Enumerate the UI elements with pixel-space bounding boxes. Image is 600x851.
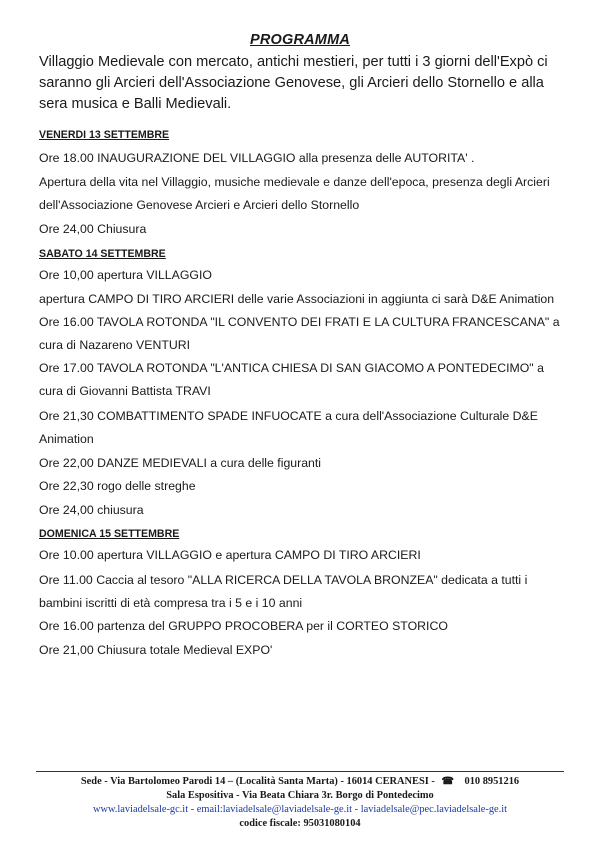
schedule-line: dell'Associazione Genovese Arcieri e Arcieri dello Stornello	[39, 198, 360, 212]
footer-email-link[interactable]: email:laviadelsale@laviadelsale-ge.it	[196, 804, 353, 815]
day-heading-sunday: DOMENICA 15 SETTEMBRE	[39, 528, 180, 540]
schedule-line: Ore 18.00 INAUGURAZIONE DEL VILLAGGIO alla presenza delle AUTORITA' .	[39, 151, 475, 165]
footer-sede: Sede - Via Bartolomeo Parodi 14 – (Località Santa Marta) - 16014 CERANESI -	[80, 776, 435, 787]
intro-paragraph: Villaggio Medievale con mercato, antichi mestieri, per tutti i 3 giorni dell'Expò ci saranno gli Arcieri dell'Associazione Genovese, gli Arcieri dello Stornello e alla sera musica e Balli Medievali.	[39, 54, 548, 112]
telephone-icon: ☎	[441, 776, 454, 787]
document-title: PROGRAMMA	[249, 32, 351, 48]
schedule-line: Apertura della vita nel Villaggio, musiche medievale e danze dell'epoca, presenza degli Arcieri	[39, 175, 550, 189]
schedule-line: Ore 10,00 apertura VILLAGGIO	[39, 268, 212, 282]
schedule-line: Ore 16.00 TAVOLA ROTONDA "IL CONVENTO DEI FRATI E LA CULTURA FRANCESCANA" a	[39, 315, 560, 329]
schedule-line: Ore 24,00 Chiusura	[39, 222, 147, 236]
schedule-line: Ore 10.00 apertura VILLAGGIO e apertura CAMPO DI TIRO ARCIERI	[39, 548, 421, 562]
schedule-line: cura di Nazareno VENTURI	[39, 338, 191, 352]
schedule-line: apertura CAMPO DI TIRO ARCIERI delle varie Associazioni in aggiunta ci sarà D&E Animation	[39, 292, 555, 306]
schedule-line: Ore 21,00 Chiusura totale Medieval EXPO'	[39, 643, 273, 657]
footer-sala: Sala Espositiva - Via Beata Chiara 3r. Borgo di Pontedecimo	[166, 790, 434, 801]
schedule-line: Ore 24,00 chiusura	[39, 503, 144, 517]
footer-divider	[36, 771, 564, 772]
day-heading-friday: VENERDI 13 SETTEMBRE	[39, 129, 170, 141]
schedule-line: Ore 11.00 Caccia al tesoro "ALLA RICERCA DELLA TAVOLA BRONZEA" dedicata a tutti i	[39, 573, 528, 587]
footer-contacts: www.laviadelsale-gc.it - email:laviadelsale@laviadelsale-ge.it - laviadelsale@pec.laviadelsale-ge.it	[92, 804, 508, 815]
footer-phone: 010 8951216	[464, 776, 520, 787]
schedule-line: cura di Giovanni Battista TRAVI	[39, 384, 211, 398]
schedule-line: Animation	[39, 432, 94, 446]
day-heading-saturday: SABATO 14 SETTEMBRE	[39, 248, 166, 260]
schedule-line: Ore 22,00 DANZE MEDIEVALI a cura delle figuranti	[39, 456, 322, 470]
schedule-line: Ore 22,30 rogo delle streghe	[39, 479, 196, 493]
footer-pec-link[interactable]: laviadelsale@pec.laviadelsale-ge.it	[360, 804, 508, 815]
schedule-line: Ore 17.00 TAVOLA ROTONDA "L'ANTICA CHIESA DI SAN GIACOMO A PONTEDECIMO" a	[39, 361, 544, 375]
schedule-line: Ore 16.00 partenza del GRUPPO PROCOBERA per il CORTEO STORICO	[39, 619, 448, 633]
footer-website-link[interactable]: www.laviadelsale-gc.it	[92, 804, 189, 815]
schedule-line: Ore 21,30 COMBATTIMENTO SPADE INFUOCATE a cura dell'Associazione Culturale D&E	[39, 409, 538, 423]
footer-sede-line	[0, 776, 600, 787]
schedule-line: bambini iscritti di età compresa tra i 5 e i 10 anni	[39, 596, 303, 610]
footer-codice-fiscale: codice fiscale: 95031080104	[239, 818, 361, 829]
